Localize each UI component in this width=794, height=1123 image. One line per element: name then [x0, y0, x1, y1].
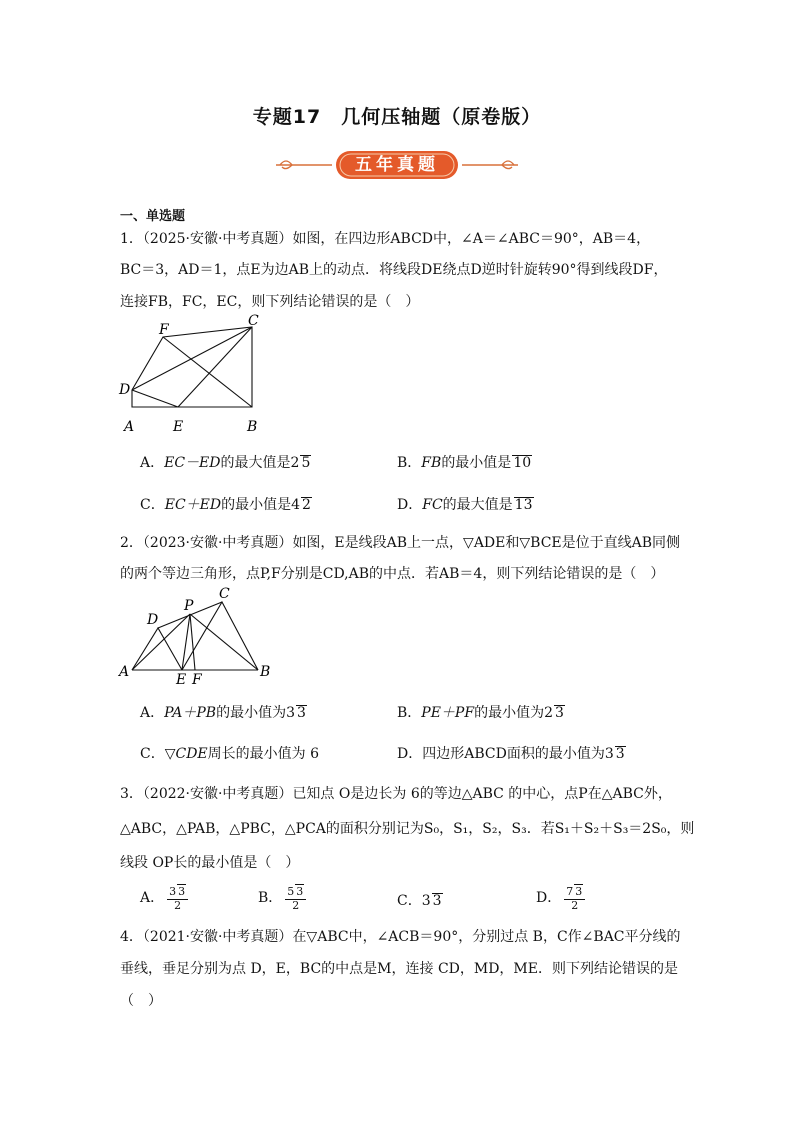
question-2-option-b[interactable]: [397, 702, 565, 722]
question-4-line-3: （ ）: [120, 993, 162, 1009]
question-3-option-b[interactable]: [258, 884, 306, 912]
figure-1-label-e: E: [173, 419, 184, 435]
option-fraction: [285, 884, 306, 912]
question-2-option-a[interactable]: [140, 702, 307, 722]
option-letter: D．: [397, 497, 423, 513]
option-letter: C．: [140, 746, 165, 762]
question-2-line-1: [120, 532, 680, 552]
question-2-line-2: 的两个等边三角形，点P,F分别是CD,AB的中点．若AB＝4，则下列结论错误的是（ ）: [120, 566, 665, 582]
option-letter: B．: [397, 455, 422, 471]
figure-1-label-b: B: [247, 419, 258, 435]
figure-2-label-f: F: [192, 672, 202, 688]
question-4-line-2: 垂线，垂足分别为点 D，E，BC的中点是M，连接 CD，MD，ME．则下列结论错误的是: [120, 961, 678, 977]
figure-1-label-a: A: [124, 419, 135, 435]
figure-2-label-a: A: [119, 664, 130, 680]
question-3-option-d[interactable]: [536, 884, 585, 912]
option-expression: 四边形ABCD: [422, 746, 507, 762]
option-fraction: [167, 884, 188, 912]
option-text: 的最大值是2: [220, 455, 300, 471]
option-radicand: 10: [513, 455, 532, 471]
question-2-option-c[interactable]: [140, 743, 319, 763]
option-radicand: 13: [514, 497, 533, 513]
option-letter: C．: [140, 497, 165, 513]
option-letter: B．: [397, 705, 422, 721]
fraction-denominator: 2: [292, 899, 300, 912]
option-expression: PE＋PF: [421, 705, 475, 721]
option-fraction: [564, 884, 585, 912]
option-text: 的最小值为3: [216, 705, 295, 721]
fraction-radicand: 3: [575, 885, 583, 898]
option-text: 的最大值是: [442, 497, 513, 513]
option-text: 面积的最小值为3: [506, 746, 614, 762]
question-1-figure: [118, 312, 268, 440]
fraction-coefficient: 3: [169, 885, 177, 898]
fraction-coefficient: 7: [566, 885, 574, 898]
question-1-source: 1．（2025·安徽·中考真题）: [120, 231, 293, 247]
figure-2-label-p: P: [184, 598, 194, 614]
fraction-denominator: 2: [174, 899, 182, 912]
option-text: 周长的最小值为 6: [207, 746, 320, 762]
question-1-line-2: BC＝3，AD＝1，点E为边AB上的动点．将线段DE绕点D逆时针旋转90°得到线段DF，: [120, 262, 668, 278]
option-text: 的最小值是4: [221, 497, 301, 513]
section-heading: 一、单选题: [120, 209, 186, 224]
option-letter: D．: [536, 890, 562, 906]
option-expression: EC－ED: [164, 455, 221, 471]
question-1-option-d[interactable]: [397, 494, 534, 514]
option-expression: FB: [421, 455, 442, 471]
figure-2-label-e: E: [176, 672, 187, 688]
question-1-option-a[interactable]: [140, 452, 311, 472]
question-3-line-2: △ABC，△PAB，△PBC，△PCA的面积分别记为S₀，S₁，S₂，S₃．若S₁＋S₂＋S₃＝2S₀，则: [120, 821, 695, 837]
option-letter: D．: [397, 746, 423, 762]
figure-2-label-d: D: [147, 612, 159, 628]
option-letter: B．: [258, 890, 283, 906]
question-1-text-1: 如图，在四边形ABCD中，∠A＝∠ABC＝90°，AB＝4，: [292, 231, 651, 247]
option-text: 3: [421, 893, 431, 909]
question-3-option-c[interactable]: [397, 890, 443, 910]
figure-1-label-f: F: [159, 322, 169, 338]
option-radicand: 3: [432, 893, 442, 909]
question-3-text-1: 已知点 O是边长为 6的等边△ABC 的中心，点P在△ABC外，: [292, 786, 672, 802]
option-radicand: 5: [301, 455, 311, 471]
option-letter: C．: [397, 893, 422, 909]
option-text: 的最小值是: [441, 455, 512, 471]
fraction-coefficient: 5: [287, 885, 295, 898]
fraction-radicand: 3: [178, 885, 186, 898]
figure-1-label-d: D: [119, 382, 131, 398]
question-2-source: 2．（2023·安徽·中考真题）: [120, 535, 293, 551]
figure-1-label-c: C: [248, 313, 259, 329]
question-3-line-1: [120, 783, 672, 803]
question-1-line-3: 连接FB，FC，EC，则下列结论错误的是（ ）: [120, 294, 420, 310]
option-letter: A．: [140, 705, 165, 721]
question-3-line-3: 线段 OP长的最小值是（ ）: [120, 855, 300, 871]
question-3-source: 3．（2022·安徽·中考真题）: [120, 786, 293, 802]
page-title: 专题17 几何压轴题（原卷版）: [252, 106, 542, 128]
figure-2-label-c: C: [219, 586, 230, 602]
question-2-figure: [118, 582, 278, 686]
figure-2-label-b: B: [260, 664, 271, 680]
question-1-option-c[interactable]: [140, 494, 312, 514]
option-expression: EC＋ED: [164, 497, 222, 513]
option-expression: PA＋PB: [164, 705, 217, 721]
question-2-option-d[interactable]: [397, 743, 626, 763]
fraction-denominator: 2: [571, 899, 579, 912]
question-4-line-1: [120, 926, 681, 946]
option-radicand: 3: [555, 705, 564, 721]
question-1-option-b[interactable]: [397, 452, 532, 472]
option-radicand: 3: [615, 746, 625, 762]
option-radicand: 3: [297, 705, 306, 721]
question-4-text-1: 在▽ABC中，∠ACB＝90°，分别过点 B，C作∠BAC平分线的: [292, 929, 681, 945]
option-expression: FC: [422, 497, 443, 513]
option-letter: A．: [140, 890, 165, 906]
question-2-text-1: 如图，E是线段AB上一点，▽ADE和▽BCE是位于直线AB同侧: [292, 535, 681, 551]
question-3-option-a[interactable]: [140, 884, 188, 912]
fraction-radicand: 3: [296, 885, 304, 898]
option-text: 的最小值为2: [474, 705, 553, 721]
banner-label: 五年真题: [355, 155, 439, 175]
option-radicand: 2: [302, 497, 311, 513]
option-letter: A．: [140, 455, 165, 471]
option-expression: ▽CDE: [164, 746, 208, 762]
question-1-line-1: [120, 228, 650, 248]
question-4-source: 4．（2021·安徽·中考真题）: [120, 929, 293, 945]
